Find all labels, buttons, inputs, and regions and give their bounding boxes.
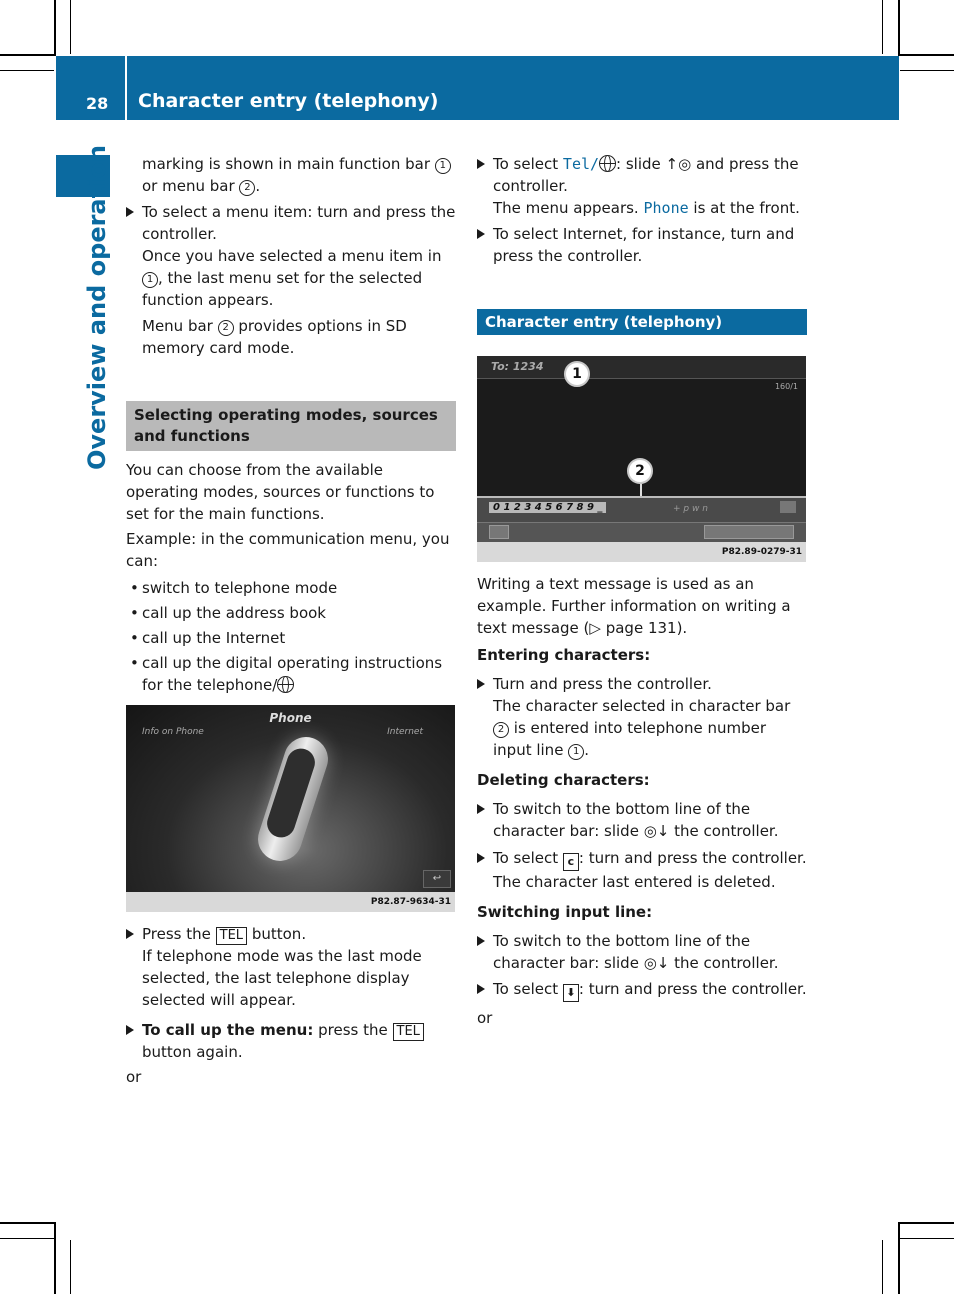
instruction-step: To select ⬇ : turn and press the controller. xyxy=(477,978,807,1002)
right-column-lower xyxy=(477,573,807,1029)
clear-key-icon: c xyxy=(563,853,579,871)
instruction-step: To switch to the bottom line of the character bar: slide ◎↓ the controller. xyxy=(477,798,807,842)
crop-mark xyxy=(70,0,71,54)
globe-icon xyxy=(277,676,294,693)
callout-2: 2 xyxy=(627,458,653,484)
step-arrow-icon xyxy=(477,804,485,814)
instruction-step: Press the TEL button. If telephone mode was the last mode selected, the last telephone display selected will appear. xyxy=(126,923,456,1011)
crop-mark xyxy=(54,1222,56,1294)
step-arrow-icon xyxy=(477,936,485,946)
screenshot-left-label: Info on Phone xyxy=(142,727,204,737)
section-heading-modes: Selecting operating modes, sources and functions xyxy=(126,401,456,451)
step-arrow-icon xyxy=(477,679,485,689)
step-arrow-icon xyxy=(477,984,485,994)
screenshot-title: Phone xyxy=(269,711,312,725)
tel-key-icon: TEL xyxy=(216,927,247,945)
list-item: • call up the address book xyxy=(126,602,456,624)
step-arrow-icon xyxy=(477,853,485,863)
phone-menu-screenshot xyxy=(126,705,455,912)
character-counter: 160/1 xyxy=(774,382,798,391)
subheading-switching: Switching input line: xyxy=(477,903,653,921)
marker-1-icon: 1 xyxy=(568,744,584,760)
or-text: or xyxy=(477,1009,493,1027)
crop-mark xyxy=(0,70,54,71)
or-text: or xyxy=(126,1068,142,1086)
step-arrow-icon xyxy=(477,159,485,169)
marker-2-icon: 2 xyxy=(239,180,255,196)
crop-mark xyxy=(54,0,56,56)
screenshot-right-label: Internet xyxy=(387,727,423,737)
instruction-step: To select Tel/ : slide ↑◎ and press the controller. The menu appears. Phone is at the front. xyxy=(477,153,807,219)
intro-text: marking is shown in main function bar 1 or menu bar 2 . xyxy=(126,153,456,197)
subheading-entering: Entering characters: xyxy=(477,646,651,664)
paragraph: Writing a text message is used as an example. Further information on writing a text message (▷ page 131). xyxy=(477,575,791,637)
step-arrow-icon xyxy=(477,229,485,239)
figure-code: P82.89-0279-31 xyxy=(477,542,806,562)
page-number: 28 xyxy=(86,94,109,113)
tel-key-icon: TEL xyxy=(393,1023,424,1041)
crop-mark xyxy=(898,0,900,56)
marker-2-icon: 2 xyxy=(493,722,509,738)
instruction-step: To select a menu item: turn and press the controller. Once you have selected a menu item in 1 , the last menu set for the selected function appears. xyxy=(126,201,456,311)
left-column-lower xyxy=(126,923,456,1088)
callout-1: 1 xyxy=(564,361,590,387)
crop-mark xyxy=(0,54,54,56)
instruction-step: To select Internet, for instance, turn and press the controller. xyxy=(477,223,807,267)
instruction-step: To call up the menu: press the TEL button again. xyxy=(126,1019,456,1063)
crop-mark xyxy=(0,1222,54,1224)
instruction-step: To switch to the bottom line of the character bar: slide ◎↓ the controller. xyxy=(477,930,807,974)
figure-code: P82.87-9634-31 xyxy=(126,892,455,912)
section-heading-character-entry: Character entry (telephony) xyxy=(477,309,807,335)
right-column xyxy=(477,153,807,335)
step-arrow-icon xyxy=(126,207,134,217)
step-arrow-icon xyxy=(126,929,134,939)
crop-mark xyxy=(882,1240,883,1294)
step-arrow-icon xyxy=(126,1025,134,1035)
crop-mark xyxy=(900,54,954,56)
crop-mark xyxy=(900,70,954,71)
globe-icon xyxy=(599,155,616,172)
switch-line-key-icon: ⬇ xyxy=(563,984,579,1002)
crop-mark xyxy=(70,1240,71,1294)
list-item: • switch to telephone mode xyxy=(126,577,456,599)
instruction-step: Turn and press the controller. The character selected in character bar 2 is entered into telephone number input line 1 . xyxy=(477,673,807,761)
crop-mark xyxy=(900,1222,954,1224)
back-icon: ↩ xyxy=(423,870,451,888)
list-item: • call up the Internet xyxy=(126,627,456,649)
header-divider xyxy=(125,56,127,120)
paragraph: You can choose from the available operating modes, sources or functions to set for the main functions. xyxy=(126,461,435,523)
crop-mark xyxy=(900,1238,954,1239)
side-section-title: Overview and operation xyxy=(83,145,111,470)
character-entry-screenshot xyxy=(477,356,806,562)
menu-bar-note: Menu bar 2 provides options in SD memory card mode. xyxy=(142,317,407,357)
marker-1-icon: 1 xyxy=(142,272,158,288)
crop-mark xyxy=(882,0,883,54)
subheading-deleting: Deleting characters: xyxy=(477,771,650,789)
page-header xyxy=(56,56,899,120)
number-input-line: To: 1234 xyxy=(491,360,544,373)
page-title: Character entry (telephony) xyxy=(138,90,439,112)
marker-2-icon: 2 xyxy=(218,320,234,336)
list-item: • call up the digital operating instructions for the telephone/ xyxy=(126,652,456,696)
character-bar: 0 1 2 3 4 5 6 7 8 9 _ xyxy=(489,502,606,513)
crop-mark xyxy=(0,1238,54,1239)
instruction-step: To select c : turn and press the controller. The character last entered is deleted. xyxy=(477,847,807,893)
paragraph: Example: in the communication menu, you can: xyxy=(126,530,450,570)
left-column xyxy=(126,153,456,696)
extra-characters: + p w n xyxy=(673,504,708,514)
crop-mark xyxy=(898,1222,900,1294)
marker-1-icon: 1 xyxy=(435,158,451,174)
